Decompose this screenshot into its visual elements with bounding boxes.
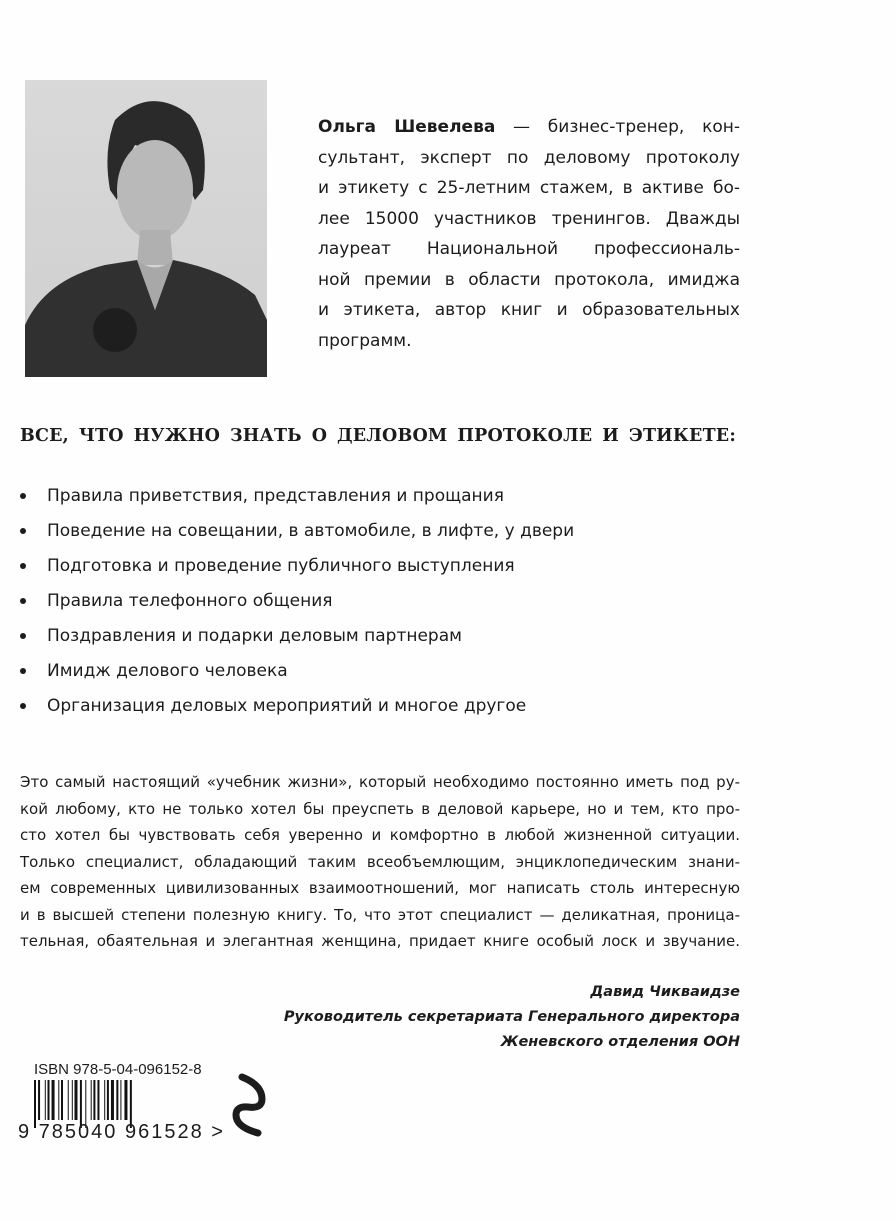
- author-name: Ольга Шевелева: [318, 117, 496, 137]
- bullet-icon: [20, 668, 26, 674]
- list-item: Подготовка и проведение публичного выступления: [20, 553, 574, 588]
- review-paragraph: [20, 769, 740, 955]
- barcode-bar: [97, 1080, 99, 1120]
- bullet-icon: [20, 493, 26, 499]
- barcode-bar: [68, 1080, 69, 1120]
- publisher-logo-icon: [228, 1073, 272, 1137]
- review-line: ем современных цивилизованных взаимоотношений, мог написать столь интересную: [20, 879, 740, 897]
- barcode-bar: [72, 1080, 73, 1120]
- bullet-icon: [20, 703, 26, 709]
- barcode-bar: [111, 1080, 114, 1120]
- bio-line: и этикета, автор книг и образовательных: [318, 300, 740, 320]
- author-bio: Ольга Шевелева — бизнес-тренер, кон- сультант, эксперт по деловому протоколу и этикету с 25-летним стажем, в активе бо- лее 15000 участников тренингов. Дважды лауреат Национальной профессиональ- ной премии в области протокола, имиджа и этикета, автор книг и образовательных программ.: [318, 112, 740, 356]
- review-line: кой любому, кто не только хотел бы преуспеть в деловой карьере, но и тем, кто про-: [20, 799, 740, 818]
- bio-line: лауреат Национальной профессиональ-: [318, 239, 740, 259]
- review-line: и в высшей степени полезную книгу. То, что этот специалист — деликатная, проница-: [20, 905, 740, 924]
- section-heading: ВСЕ, ЧТО НУЖНО ЗНАТЬ О ДЕЛОВОМ ПРОТОКОЛЕ И ЭТИКЕТЕ:: [20, 426, 736, 446]
- review-line: Это самый настоящий «учебник жизни», который необходимо постоянно иметь под ру-: [20, 773, 740, 791]
- bullet-icon: [20, 598, 26, 604]
- bullet-icon: [20, 633, 26, 639]
- barcode-bar: [52, 1080, 55, 1120]
- barcode-bar: [91, 1080, 92, 1120]
- list-item: Правила телефонного общения: [20, 588, 574, 623]
- review-line: сто хотел бы чувствовать себя уверенно и комфортно в любой жизненной ситуации.: [20, 826, 740, 844]
- barcode-bar: [61, 1080, 63, 1120]
- barcode-bar: [93, 1080, 95, 1120]
- list-item: Правила приветствия, представления и прощания: [20, 483, 574, 518]
- barcode-bar: [124, 1080, 127, 1120]
- bullet-icon: [20, 563, 26, 569]
- barcode-bar: [107, 1080, 109, 1120]
- author-photo: [25, 80, 267, 377]
- review-line: тельная, обаятельная и элегантная женщина, придает книге особый лоск и звучание.: [20, 932, 740, 950]
- barcode-bar: [104, 1080, 105, 1120]
- reviewer-name: Давид Чикваидзе: [590, 984, 740, 1000]
- bullet-icon: [20, 528, 26, 534]
- barcode-digits: 9 785040 961528 >: [18, 1121, 225, 1143]
- reviewer-title: Руководитель секретариата Генерального директора: [283, 1009, 740, 1025]
- barcode-bar: [116, 1080, 118, 1120]
- list-item: Поздравления и подарки деловым партнерам: [20, 623, 574, 658]
- barcode-bar: [58, 1080, 59, 1120]
- feature-list: [20, 483, 574, 728]
- bio-line: программ.: [318, 330, 412, 351]
- barcode-bar: [45, 1080, 46, 1120]
- review-signature: [284, 980, 740, 1055]
- barcode-bar: [48, 1080, 50, 1120]
- list-item: Имидж делового человека: [20, 658, 574, 693]
- barcode-bar: [75, 1080, 78, 1120]
- isbn-label: ISBN 978-5-04-096152-8: [34, 1061, 202, 1078]
- review-line: Только специалист, обладающий таким всеобъемлющим, энциклопедическим знани-: [20, 852, 740, 871]
- list-item: Организация деловых мероприятий и многое другое: [20, 693, 574, 728]
- list-item: Поведение на совещании, в автомобиле, в лифте, у двери: [20, 518, 574, 553]
- bio-line: и этикету с 25-летним стажем, в активе бо-: [318, 178, 740, 198]
- bio-line: сультант, эксперт по деловому протоколу: [318, 147, 740, 168]
- barcode-bar: [38, 1080, 40, 1120]
- barcode-bar: [120, 1080, 121, 1120]
- bio-line: лее 15000 участников тренингов. Дважды: [318, 208, 740, 229]
- bio-line: ной премии в области протокола, имиджа: [318, 269, 740, 290]
- reviewer-org: Женевского отделения ООН: [500, 1034, 740, 1050]
